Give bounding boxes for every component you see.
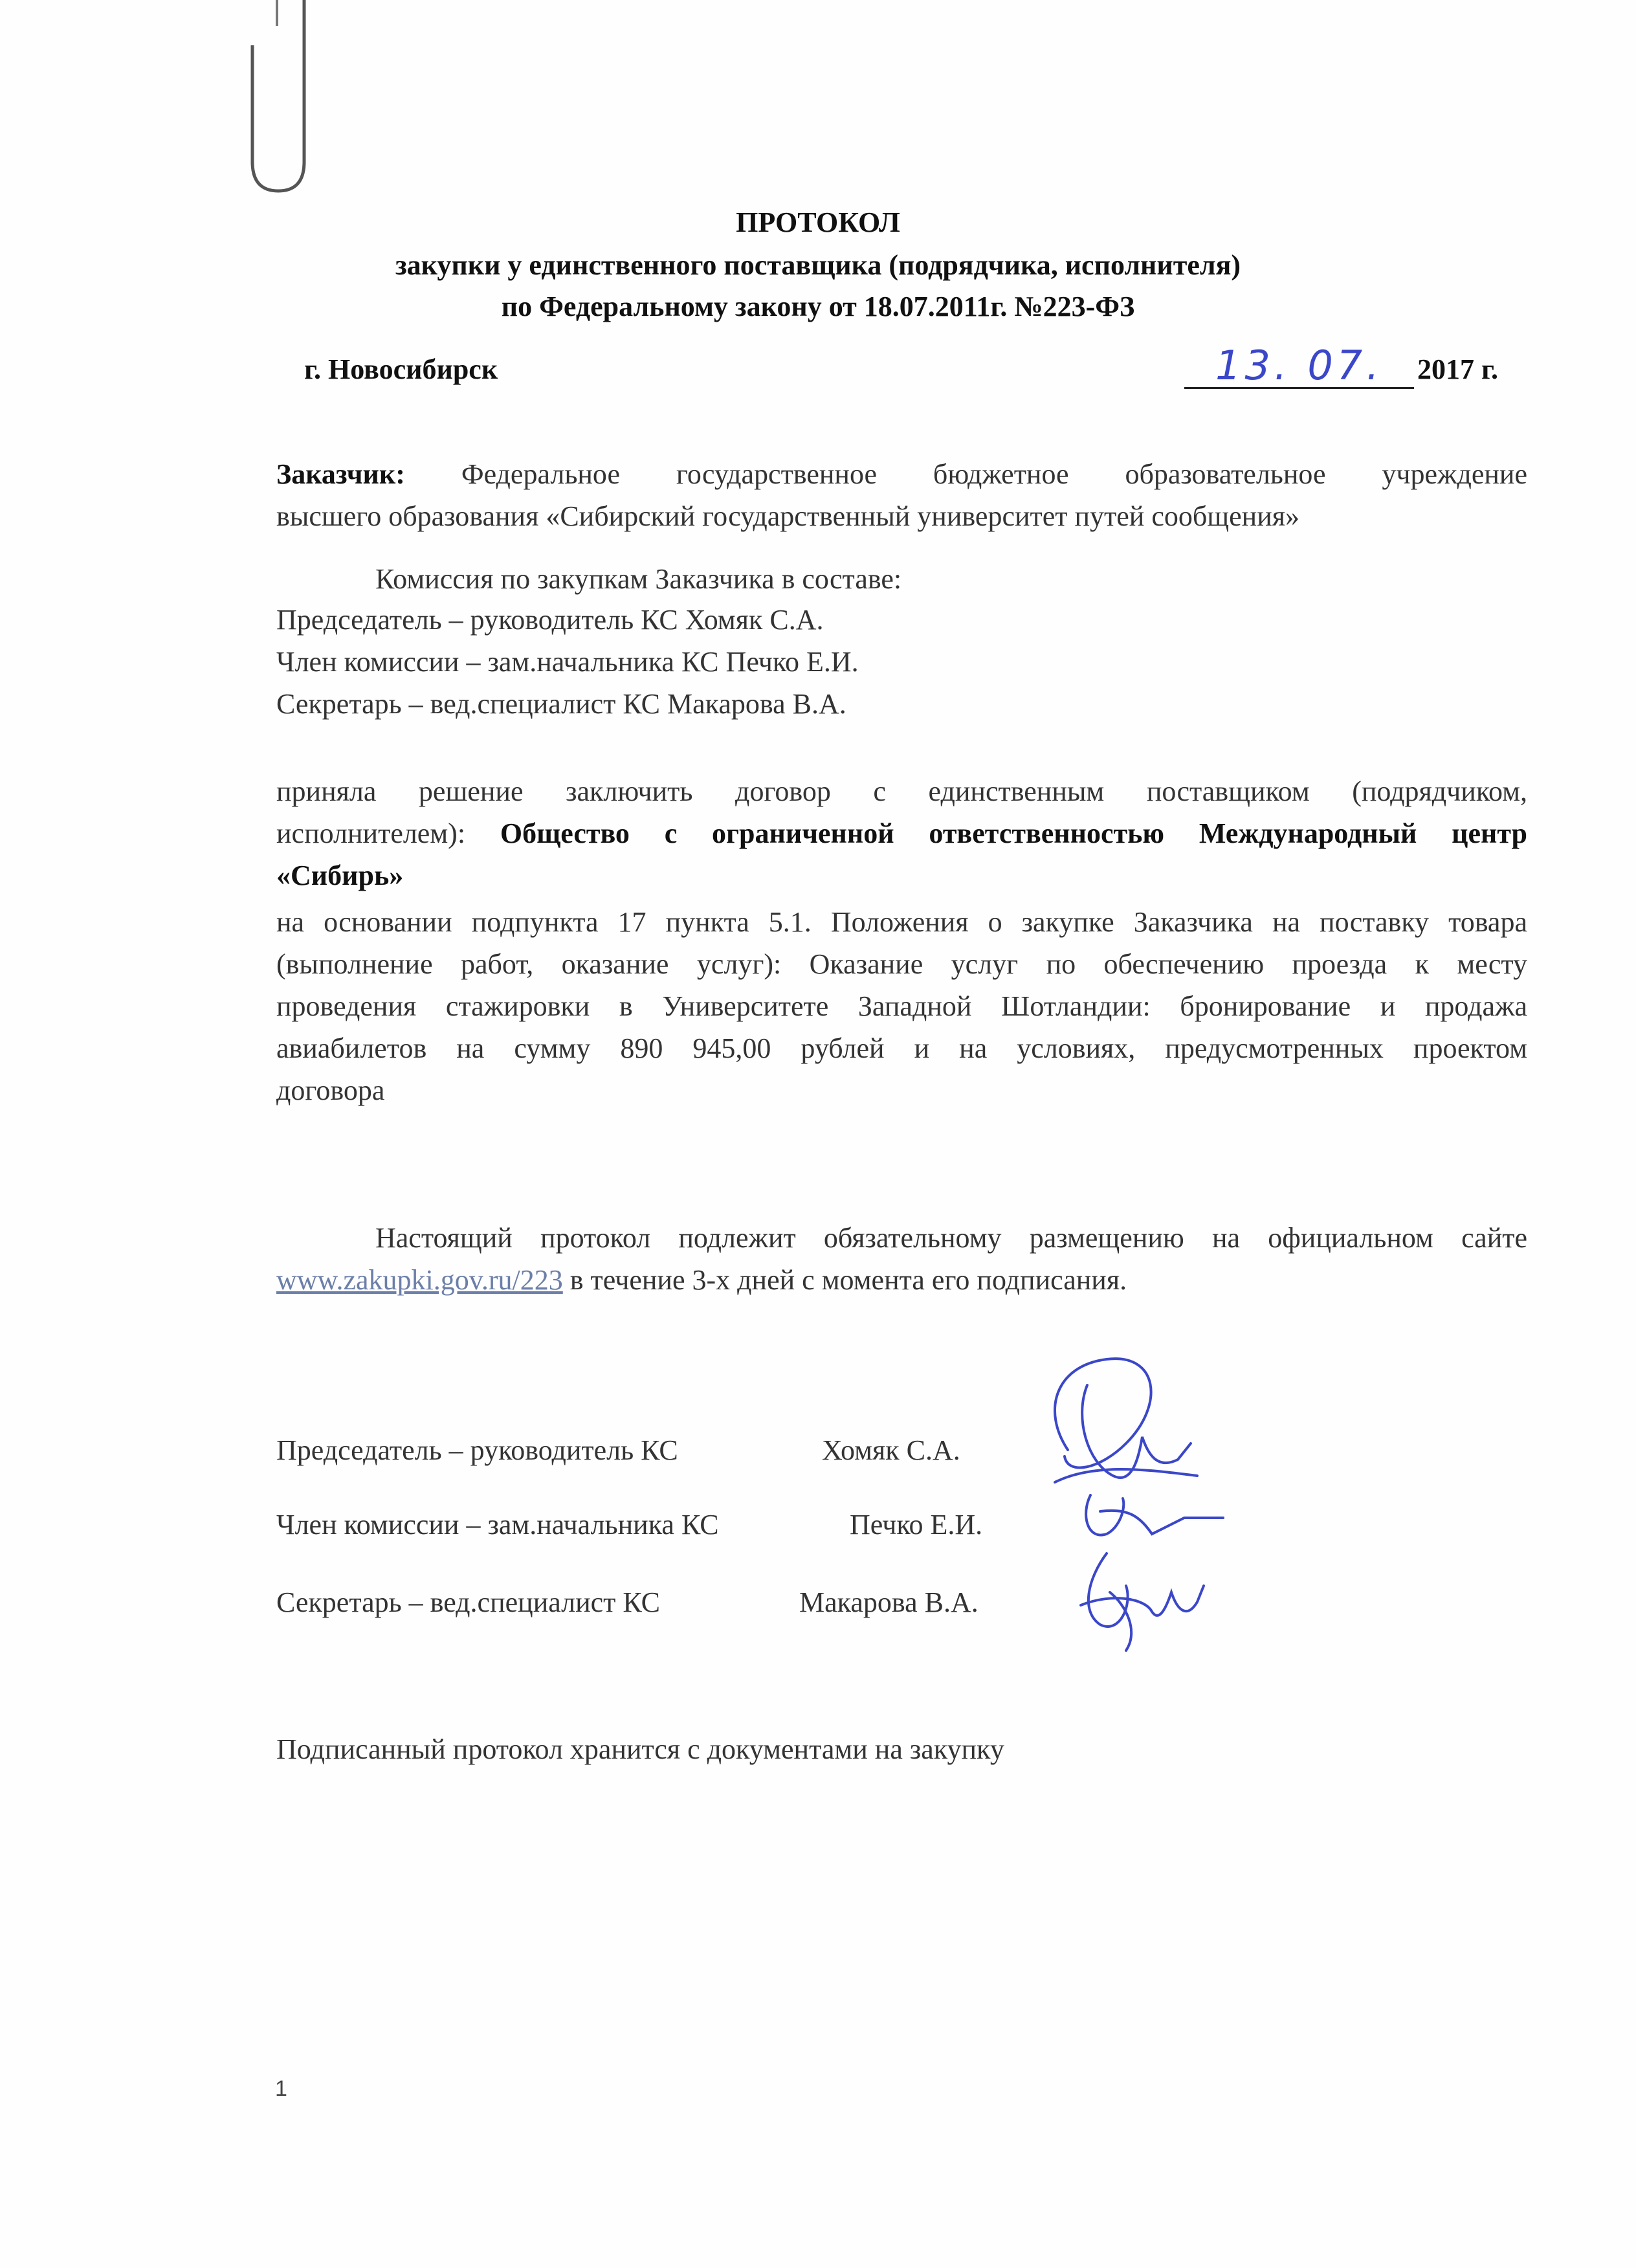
- city: г. Новосибирск: [304, 353, 498, 385]
- signature-name: Печко Е.И.: [850, 1509, 983, 1540]
- supplier-name-end: «Сибирь»: [276, 860, 404, 891]
- handwritten-date: 13. 07.: [1215, 342, 1383, 389]
- zakupki-link[interactable]: www.zakupki.gov.ru/223: [276, 1264, 563, 1296]
- signature-name: Макарова В.А.: [799, 1586, 978, 1618]
- signature-role: Член комиссии – зам.начальника КС: [276, 1509, 719, 1540]
- commission-member: Секретарь – вед.специалист КС Макарова В.А.: [276, 688, 846, 720]
- basis-line: на основании подпункта 17 пункта 5.1. Положения о закупке Заказчика на поставку товара: [276, 906, 1527, 938]
- customer-name-1: Федеральное государственное бюджетное образовательное учреждение: [461, 458, 1527, 490]
- document-title: ПРОТОКОЛ: [736, 206, 900, 238]
- document-subtitle-1: закупки у единственного поставщика (подрядчика, исполнителя): [395, 249, 1241, 281]
- publication-line-2: [276, 1259, 1127, 1301]
- decision-line-2: [276, 812, 1527, 854]
- commission-intro: Комиссия по закупкам Заказчика в составе:: [375, 563, 902, 595]
- basis-line: договора: [276, 1074, 385, 1106]
- publication-deadline: в течение 3-х дней с момента его подписания.: [562, 1264, 1127, 1296]
- document-subtitle-2: по Федеральному закону от 18.07.2011г. №223-ФЗ: [501, 291, 1135, 322]
- paper-clip-icon: [239, 0, 324, 201]
- customer-line-1: [276, 453, 1527, 495]
- decision-line-1: приняла решение заключить договор с единственным поставщиком (подрядчиком,: [276, 775, 1527, 807]
- date-year: 2017 г.: [1417, 353, 1499, 385]
- signature-role: Председатель – руководитель КС: [276, 1434, 678, 1466]
- basis-line: проведения стажировки в Университете Западной Шотландии: бронирование и продажа: [276, 990, 1527, 1022]
- basis-line: авиабилетов на сумму 890 945,00 рублей и на условиях, предусмотренных проектом: [276, 1032, 1527, 1064]
- page-number: 1: [275, 2076, 287, 2101]
- signature-name: Хомяк С.А.: [822, 1434, 960, 1466]
- signature-role: Секретарь – вед.специалист КС: [276, 1586, 661, 1618]
- decision-executor-label: исполнителем):: [276, 817, 466, 849]
- supplier-name: Общество с ограниченной ответственностью Международный центр: [500, 817, 1528, 849]
- customer-line-2: высшего образования «Сибирский государственный университет путей сообщения»: [276, 500, 1300, 532]
- publication-line-1: Настоящий протокол подлежит обязательному размещению на официальном сайте: [375, 1222, 1527, 1254]
- handwritten-signature: [1029, 1346, 1243, 1657]
- basis-line: (выполнение работ, оказание услуг): Оказание услуг по обеспечению проезда к месту: [276, 948, 1527, 980]
- commission-member: Член комиссии – зам.начальника КС Печко Е.И.: [276, 646, 859, 678]
- storage-note: Подписанный протокол хранится с документами на закупку: [276, 1733, 1004, 1765]
- commission-member: Председатель – руководитель КС Хомяк С.А.: [276, 604, 824, 636]
- date-underline: [1184, 342, 1414, 389]
- customer-label: Заказчик:: [276, 458, 405, 490]
